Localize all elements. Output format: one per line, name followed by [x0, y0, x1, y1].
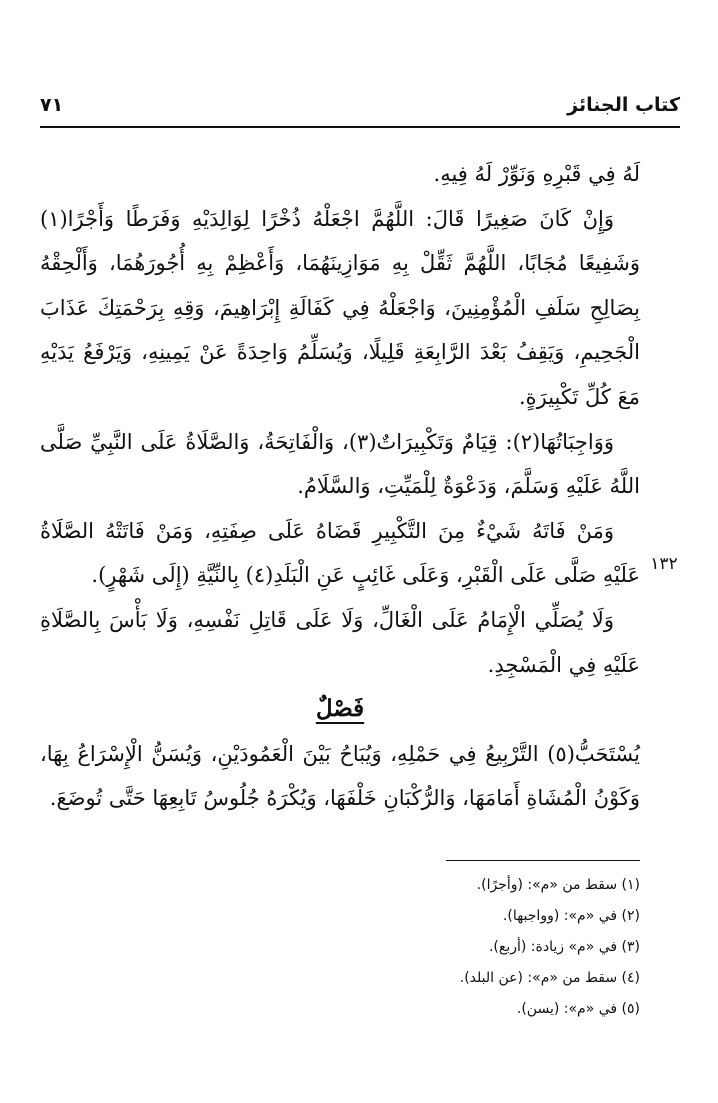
- paragraph: وَلَا يُصَلِّي الْإِمَامُ عَلَى الْغَالِّ، وَلَا عَلَى قَاتِلِ نَفْسِهِ، وَلَا بَأْسَ بِالصَّلَاةِ عَلَيْهِ فِي الْمَسْجِدِ.: [40, 607, 640, 677]
- paragraph: يُسْتَحَبُّ(٥) التَّرْبِيعُ فِي حَمْلِهِ، وَيُبَاحُ بَيْنَ الْعَمُودَيْنِ، وَيُسَنُّ الْإِسْرَاعُ بِهَا، وَكَوْنُ الْمُشَاةِ أَمَامَهَا، وَالرُّكْبَانِ خَلْفَهَا، وَيُكْرَهُ جُلُوسُ تَابِعِهَا حَتَّى تُوضَعَ.: [40, 741, 640, 811]
- margin-reference-number: ١٣٢: [650, 554, 678, 574]
- paragraph: وَمَنْ فَاتَهُ شَيْءٌ مِنَ التَّكْبِيرِ قَضَاهُ عَلَى صِفَتِهِ، وَمَنْ فَاتَتْهُ الصَّلَاةُ عَلَيْهِ صَلَّى عَلَى الْقَبْرِ، وَعَلَى غَائِبٍ عَنِ الْبَلَدِ(٤) بِالنِّيَّةِ (إِلَى شَهْرٍ).: [40, 518, 640, 588]
- footnote: (٤) سقط من «م»: (عن البلد).: [459, 970, 640, 986]
- footnote: (٣) في «م» زيادة: (أربع).: [488, 939, 640, 955]
- header-rule: [40, 126, 680, 128]
- footnote: (٢) في «م»: (وواجبها).: [502, 908, 640, 924]
- footnotes: [300, 870, 640, 1025]
- footnote: (٥) في «م»: (يسن).: [516, 1001, 640, 1017]
- footnote: (١) سقط من «م»: (وأجرًا).: [476, 877, 640, 893]
- paragraph: وَإِنْ كَانَ صَغِيرًا قَالَ: اللَّهُمَّ اجْعَلْهُ ذُخْرًا لِوَالِدَيْهِ وَفَرَطًا وَأَجْرًا(١) وَشَفِيعًا مُجَابًا، اللَّهُمَّ ثَقِّلْ بِهِ مَوَازِينَهُمَا، وَأَعْظِمْ بِهِ أُجُورَهُمَا، وَأَلْحِقْهُ بِصَالِحِ سَلَفِ الْمُؤْمِنِينَ، وَاجْعَلْهُ فِي كَفَالَةِ إِبْرَاهِيمَ، وَقِهِ بِرَحْمَتِكَ عَذَابَ الْجَحِيمِ، وَيَقِفُ بَعْدَ الرَّابِعَةِ قَلِيلًا، وَيُسَلِّمُ وَاحِدَةً عَنْ يَمِينِهِ، وَيَرْفَعُ يَدَيْهِ مَعَ كُلِّ تَكْبِيرَةٍ.: [40, 206, 640, 409]
- text-line: لَهُ فِي قَبْرِهِ وَنَوِّرْ لَهُ فِيهِ.: [433, 162, 640, 186]
- running-header: [40, 92, 680, 128]
- header-title: كتاب الجنائز: [567, 94, 680, 116]
- footnote-divider: [446, 860, 640, 861]
- body-text: [40, 152, 640, 821]
- page-number: ٧١: [40, 94, 64, 116]
- section-heading: فَصْلٌ: [315, 695, 365, 723]
- paragraph: وَوَاجِبَاتُهَا(٢): قِيَامٌ وَتَكْبِيرَاتٌ(٣)، وَالْفَاتِحَةُ، وَالصَّلَاةُ عَلَى النَّبِيِّ صَلَّى اللَّهُ عَلَيْهِ وَسَلَّمَ، وَدَعْوَةٌ لِلْمَيِّتِ، وَالسَّلَامُ.: [40, 429, 640, 499]
